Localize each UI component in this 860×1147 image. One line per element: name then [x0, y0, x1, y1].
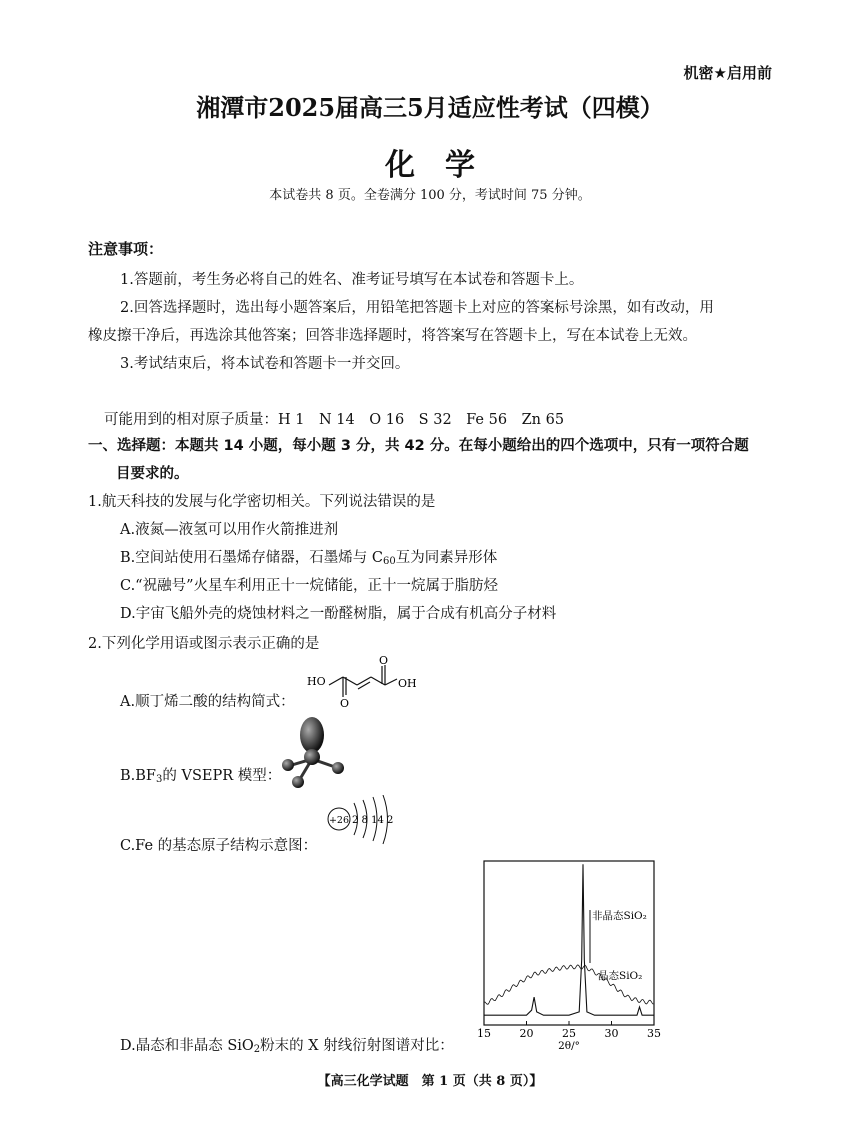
atomic-masses: 可能用到的相对原子质量：H 1 N 14 O 16 S 32 Fe 56 Zn 65: [104, 412, 565, 428]
central-atom: [304, 749, 320, 765]
q1-stem: 1.航天科技的发展与化学密切相关。下列说法错误的是: [88, 494, 436, 510]
q2-option-d-rest: 粉末的 X 射线衍射图谱对比：: [260, 1038, 454, 1054]
q1-option-b-sub: 60: [382, 556, 396, 567]
q2-option-b-sub: 3: [155, 774, 163, 785]
subject-title: 化学: [385, 148, 505, 183]
x-axis-label: 2θ/°: [558, 1040, 580, 1052]
q1-option-b-rest: 互为同素异形体: [395, 550, 498, 566]
nucleus-charge: +26: [328, 815, 350, 826]
q2-option-d-sub: 2: [253, 1044, 261, 1055]
ho-label: HO: [307, 675, 326, 688]
q2-option-c: C.Fe 的基态原子结构示意图：: [120, 838, 318, 854]
electron-shells: 2 8 14 2: [352, 815, 394, 826]
q1-option-b: [120, 546, 497, 567]
confidential-mark: 机密★启用前: [683, 64, 772, 82]
amorphous-sio2-label: 非晶态SiO₂: [592, 910, 647, 922]
notice-heading: 注意事项：: [88, 240, 164, 258]
q2-option-b-rest: 的 VSEPR 模型：: [162, 768, 282, 784]
x-tick-label: 25: [562, 1027, 576, 1040]
x-tick-label: 35: [647, 1027, 661, 1040]
notice-item-2b: 橡皮擦干净后，再选涂其他答案；回答非选择题时，将答案写在答题卡上，写在本试卷上无效。: [88, 328, 697, 344]
oh-label: OH: [398, 677, 417, 690]
section-1-heading-cont: 目要求的。: [116, 466, 189, 482]
q2-option-b-text: B.BF: [120, 768, 156, 784]
q2-option-a: A.顺丁烯二酸的结构简式：: [120, 694, 295, 710]
q2-option-d: [120, 1034, 454, 1055]
notice-item-3: 3.考试结束后，将本试卷和答题卡一并交回。: [120, 356, 410, 372]
q1-option-a: A.液氮—液氢可以用作火箭推进剂: [120, 522, 339, 538]
x-tick-label: 30: [604, 1027, 619, 1040]
notice-item-2a: 2.回答选择题时，选出每小题答案后，用铅笔把答题卡上对应的答案标号涂黑，如有改动，用: [120, 300, 714, 316]
xrd-chart: [470, 855, 670, 1055]
q1-option-c: C.“祝融号”火星车利用正十一烷储能，正十一烷属于脂肪烃: [120, 578, 499, 594]
notice-item-1: 1.答题前，考生务必将自己的姓名、准考证号填写在本试卷和答题卡上。: [120, 272, 584, 288]
q1-option-b-text: B.空间站使用石墨烯存储器，石墨烯与 C: [120, 550, 383, 566]
maleic-acid-structure: [305, 655, 420, 707]
fe-atom-structure-diagram: [325, 795, 405, 847]
section-1-heading: 一、选择题：本题共 14 小题，每小题 3 分，共 42 分。在每小题给出的四个选项中，只有一项符合题: [88, 438, 749, 454]
lone-pair-lobe: [300, 717, 324, 753]
q2-stem: 2.下列化学用语或图示表示正确的是: [88, 636, 320, 652]
o-label-1: O: [340, 697, 350, 707]
q2-option-d-text: D.晶态和非晶态 SiO: [120, 1038, 254, 1054]
q1-option-d: D.宇宙飞船外壳的烧蚀材料之一酚醛树脂，属于合成有机高分子材料: [120, 606, 557, 622]
bf3-vsepr-model: [270, 715, 350, 790]
x-tick-label: 15: [477, 1027, 491, 1040]
exam-info: 本试卷共 8 页。全卷满分 100 分，考试时间 75 分钟。: [269, 188, 591, 203]
xrd-plot-frame: [484, 861, 654, 1025]
exam-title: 湘潭市2025届高三5月适应性考试（四模）: [196, 93, 664, 122]
page-footer: 【高三化学试题 第 1 页（共 8 页）】: [317, 1074, 543, 1089]
crystalline-sio2-label: 晶态SiO₂: [598, 970, 643, 982]
x-tick-label: 20: [519, 1027, 534, 1040]
crystalline-sio2-curve: [484, 864, 654, 1015]
o-label-2: O: [379, 655, 389, 667]
q2-option-b: [120, 764, 281, 785]
